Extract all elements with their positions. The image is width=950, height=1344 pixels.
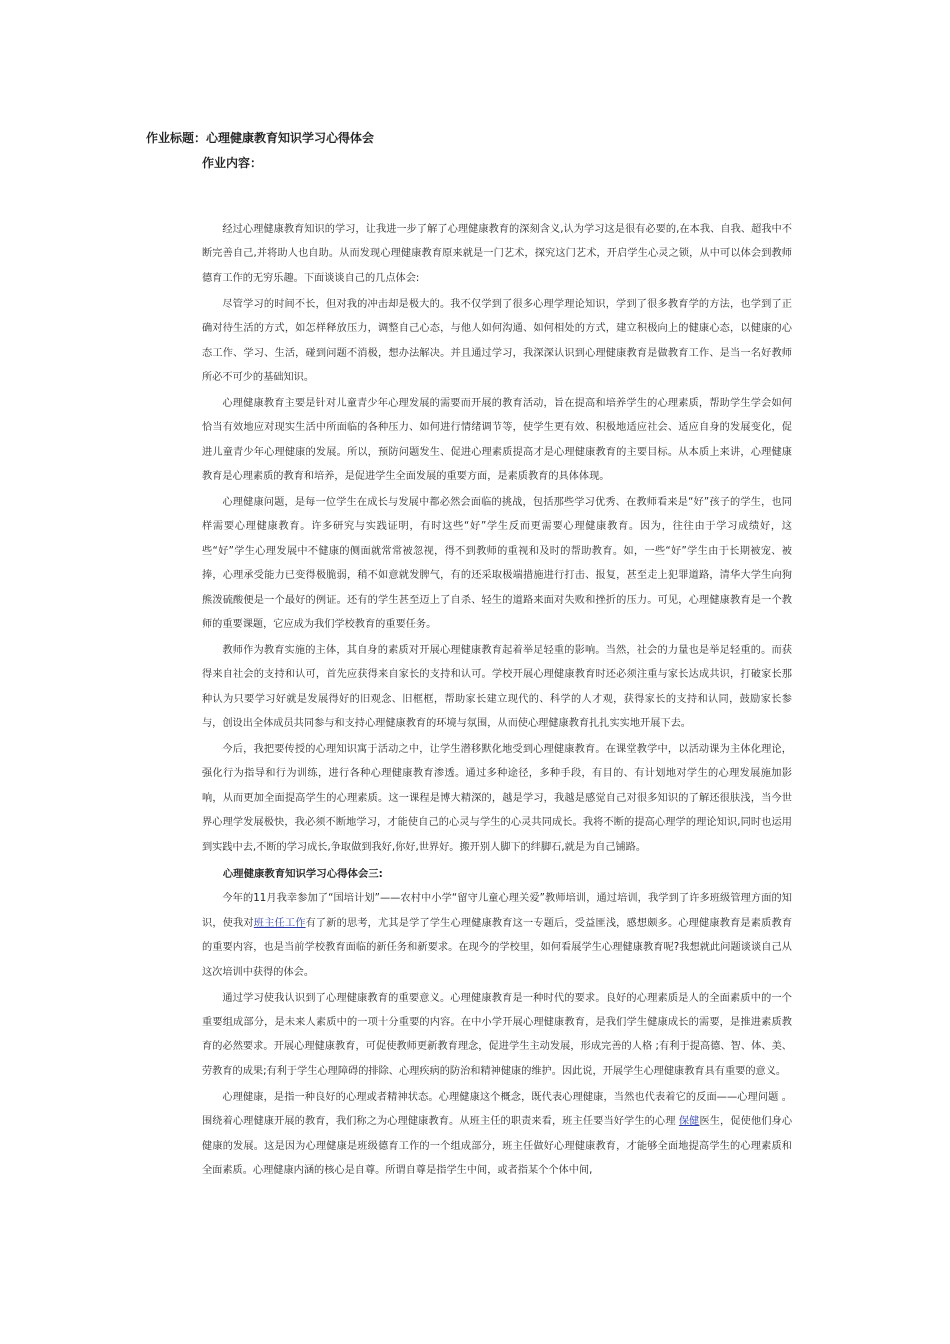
paragraph: 今后，我把要传授的心理知识寓于活动之中，让学生潜移默化地受到心理健康教育。在课堂教学中，以活动课为主体化理论，强化行为指导和行为训练，进行各种心理健康教育渗透。通过多种途径，多种手段，有目的、有计划地对学生的心理发展施加影响，从而更加全面提高学生的心理素质。这一课程是博大精深的，越是学习，我越是感觉自己对很多知识的了解还很肤浅，当今世界心理学发展极快，我必须不断地学习，才能使自己的心灵与学生的心灵共同成长。我将不断的提高心理学的理论知识,同时也运用到实践中去,不断的学习成长,争取做到我好,你好,世界好。搬开别人脚下的绊脚石,就是为自己铺路。	[202, 744, 792, 853]
health-care-link[interactable]: 保健	[678, 1116, 700, 1128]
paragraph: 经过心理健康教育知识的学习，让我进一步了解了心理健康教育的深刻含义,认为学习这是很有必要的,在本我、自我、超我中不断完善自己,并将助人也自助。从而发现心理健康教育原来就是一门艺术，探究这门艺术，开启学生心灵之锁，从中可以体会到教师德育工作的无穷乐趣。下面谈谈自己的几点体会:	[202, 224, 792, 284]
paragraph: 心理健康教育主要是针对儿童青少年心理发展的需要而开展的教育活动，旨在提高和培养学生的心理素质，帮助学生学会如何恰当有效地应对现实生活中所面临的各种压力、如何进行情绪调节等，使学生更有效、积极地适应社会、适应自身的发展变化，促进儿童青少年心理健康的发展。所以，预防问题发生、促进心理素质提高才是心理健康教育的主要目标。从本质上来讲，心理健康教育是心理素质的教育和培养，是促进学生全面发展的重要方面，是素质教育的具体体现。	[202, 397, 792, 483]
paragraph-text: 心理健康，是指一种良好的心理或者精神状态。心理健康这个概念，既代表心理健康，当然也代表着它的反面——心理问题 。围绕着心理健康开展的教育，我们称之为心理健康教育。从班主任的职责来看，班主任要当好学生的心理	[202, 1091, 792, 1128]
assignment-body	[202, 218, 792, 1185]
head-teacher-work-link[interactable]: 班主任工作	[253, 917, 306, 929]
paragraph: 心理健康问题，是每一位学生在成长与发展中都必然会面临的挑战，包括那些学习优秀、在教师看来是“好”孩子的学生，也同样需要心理健康教育。许多研究与实践证明，有时这些“好”学生反而更需要心理健康教育。因为，往往由于学习成绩好，这些“好”学生心理发展中不健康的侧面就常常被忽视，得不到教师的重视和及时的帮助教育。如，一些“好”学生由于长期被宠、被捧，心理承受能力已变得极脆弱，稍不如意就发脾气，有的还采取极端措施进行打击、报复，甚至走上犯罪道路，清华大学生向狗熊泼硫酸便是一个最好的例证。还有的学生甚至迈上了自杀、轻生的道路来面对失败和挫折的压力。可见，心理健康教育是一个教师的重要课题，它应成为我们学校教育的重要任务。	[202, 496, 792, 630]
paragraph-text: 医生，促使他们身心健康的发展。这是因为心理健康是班级德育工作的一个组成部分，班主任做好心理健康教育，才能够全面地提高学生的心理素质和全面素质。心理健康内涵的核心是自尊。所谓自尊是指学生中间，或者指某个个体中间,	[202, 1116, 793, 1176]
paragraph: 通过学习使我认识到了心理健康教育的重要意义。心理健康教育是一种时代的要求。良好的心理素质是人的全面素质中的一个重要组成部分，是未来人素质中的一项十分重要的内容。在中小学开展心理健康教育，是我们学生健康成长的需要，是推进素质教育的必然要求。开展心理健康教育，可促使教师更新教育理念，促进学生主动发展，形成完善的人格 ;有利于提高德、智、体、美、劳教育的成果;有利于学生心理障碍的排除、心理疾病的防治和精神健康的维护。因此说，开展学生心理健康教育具有重要的意义。	[202, 992, 792, 1077]
paragraph-text: 有了新的思考，尤其是学了学生心理健康教育这一专题后，受益匪浅，感想颇多。心理健康教育是素质教育的重要内容，也是当前学校教育面临的新任务和新要求。在现今的学校里，如何看展学生心理健康教育呢?我想就此问题谈谈自己从这次培训中获得的体会。	[202, 917, 793, 978]
paragraph: 尽管学习的时间不长，但对我的冲击却是极大的。我不仅学到了很多心理学理论知识，学到了很多教育学的方法，也学到了正确对待生活的方式，如怎样释放压力，调整自己心态，与他人如何沟通、如何相处的方式，建立积极向上的健康心态，以健康的心态工作、学习、生活，碰到问题不消极，想办法解决。并且通过学习，我深深认识到心理健康教育是做教育工作、是当一名好教师所必不可少的基础知识。	[202, 298, 792, 383]
assignment-content-label: 作业内容：	[202, 156, 263, 170]
paragraph-text: 今年的11月我幸参加了“国培计划”——农村中小学“留守儿童心理关爱”教师培训，通过培训，我学到了许多班级管理方面的知识，使我对	[202, 893, 792, 929]
paragraph-training	[202, 887, 792, 985]
section-subheading: 心理健康教育知识学习心得体会三:	[222, 867, 383, 880]
assignment-title: 作业标题：心理健康教育知识学习心得体会	[146, 131, 375, 145]
paragraph: 教师作为教育实施的主体，其自身的素质对开展心理健康教育起着举足轻重的影响。当然，社会的力量也是举足轻重的。而获得来自社会的支持和认可，首先应获得来自家长的支持和认可。学校开展心理健康教育时还必须注重与家长达成共识，打破家长那种认为只要学习好就是发展得好的旧观念、旧框框，帮助家长建立现代的、科学的人才观，获得家长的支持和认同，鼓励家长参与，创设出全体成员共同参与和支持心理健康教育的环境与氛围，从而使心理健康教育扎扎实实地开展下去。	[202, 644, 792, 730]
paragraph-last	[202, 1086, 792, 1184]
